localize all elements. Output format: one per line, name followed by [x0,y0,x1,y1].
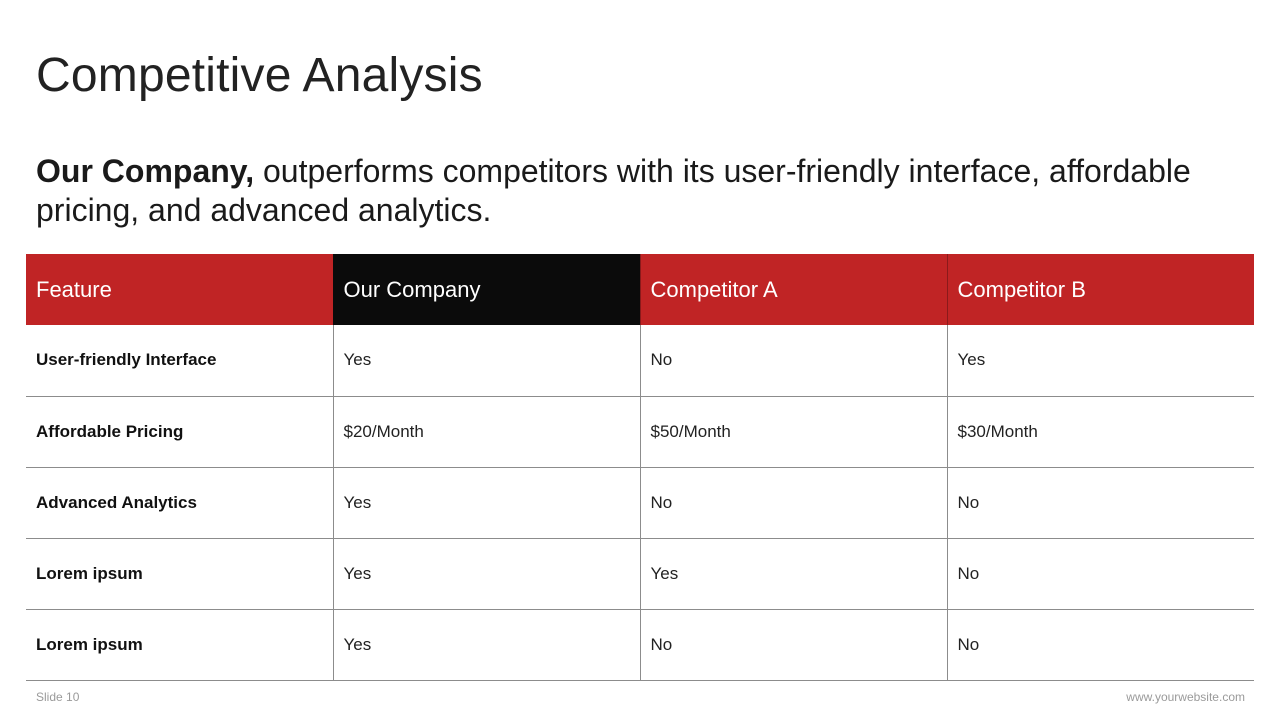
feature-cell: Advanced Analytics [26,467,333,538]
table-header-row [26,254,1254,325]
table-row [26,538,1254,609]
header-competitor-a: Competitor A [640,254,947,325]
competitor-b-cell: No [947,609,1254,680]
competitor-b-cell: $30/Month [947,396,1254,467]
our-company-cell: $20/Month [333,396,640,467]
header-competitor-b: Competitor B [947,254,1254,325]
feature-cell: Lorem ipsum [26,609,333,680]
competitor-b-cell: No [947,538,1254,609]
our-company-cell: Yes [333,467,640,538]
table-row [26,325,1254,396]
our-company-cell: Yes [333,325,640,396]
competitor-a-cell: Yes [640,538,947,609]
feature-cell: Lorem ipsum [26,538,333,609]
subtitle-company-name: Our Company, [36,153,255,189]
slide-number: Slide 10 [36,690,80,704]
competitor-a-cell: $50/Month [640,396,947,467]
subtitle-text: outperforms competitors with its user-friendly interface, affordable pricing, and advanced analytics. [36,153,1191,228]
competitor-b-cell: No [947,467,1254,538]
competitor-a-cell: No [640,467,947,538]
comparison-table [26,254,1254,681]
competitor-b-cell: Yes [947,325,1254,396]
slide-subtitle [36,152,1256,230]
slide-title: Competitive Analysis [36,49,483,102]
header-feature: Feature [26,254,333,325]
header-our-company: Our Company [333,254,640,325]
website-url: www.yourwebsite.com [1126,690,1245,704]
competitor-a-cell: No [640,609,947,680]
table-row [26,609,1254,680]
competitor-a-cell: No [640,325,947,396]
table-row [26,467,1254,538]
feature-cell: Affordable Pricing [26,396,333,467]
table-row [26,396,1254,467]
our-company-cell: Yes [333,538,640,609]
our-company-cell: Yes [333,609,640,680]
feature-cell: User-friendly Interface [26,325,333,396]
